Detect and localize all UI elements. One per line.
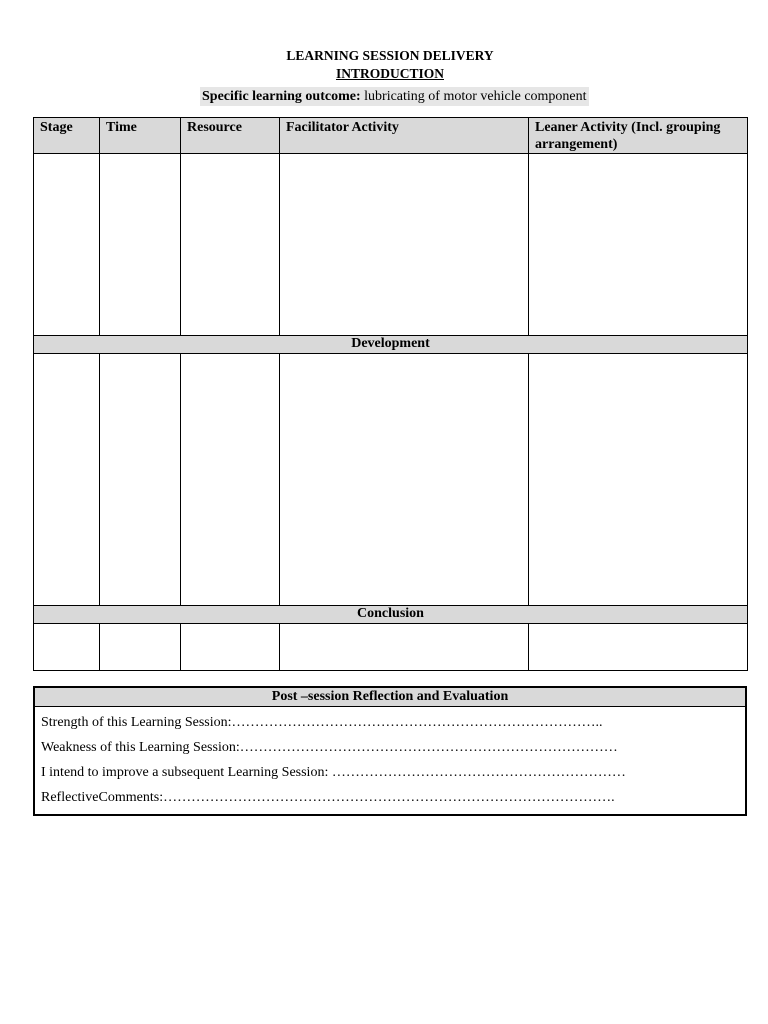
cell-time[interactable]: [100, 154, 181, 336]
learning-outcome-label: Specific learning outcome:: [202, 89, 361, 104]
section-row-conclusion: [34, 606, 748, 624]
column-header-stage: Stage: [34, 118, 100, 154]
cell-stage[interactable]: [34, 354, 100, 606]
column-header-leaner-activity: Leaner Activity (Incl. grouping arrangement): [529, 118, 748, 154]
cell-stage[interactable]: [34, 624, 100, 671]
reflection-title: Post –session Reflection and Evaluation: [34, 687, 746, 706]
table-row-conclusion: [34, 624, 748, 671]
cell-resource[interactable]: [181, 354, 280, 606]
column-header-resource: Resource: [181, 118, 280, 154]
cell-facilitator-activity[interactable]: [280, 624, 529, 671]
cell-leaner-activity[interactable]: [529, 624, 748, 671]
reflection-line-improve[interactable]: I intend to improve a subsequent Learning Session: ………………………………………………………: [41, 764, 626, 780]
reflection-table: [33, 686, 747, 816]
cell-time[interactable]: [100, 624, 181, 671]
reflection-line-weakness[interactable]: Weakness of this Learning Session:………………………………………………………………………: [41, 739, 618, 755]
reflection-body: [34, 706, 746, 815]
learning-outcome: [200, 87, 589, 106]
reflection-line-comments[interactable]: ReflectiveComments:…………………………………………………………………………………….: [41, 789, 615, 805]
reflection-line-strength[interactable]: Strength of this Learning Session:……………………………………………………………………..: [41, 714, 603, 730]
cell-resource[interactable]: [181, 624, 280, 671]
cell-facilitator-activity[interactable]: [280, 354, 529, 606]
column-header-facilitator-activity: Facilitator Activity: [280, 118, 529, 154]
session-plan-table: [33, 117, 748, 671]
document-title: LEARNING SESSION DELIVERY: [286, 48, 494, 63]
cell-resource[interactable]: [181, 154, 280, 336]
learning-outcome-value: lubricating of motor vehicle component: [360, 89, 587, 104]
document-subtitle: INTRODUCTION: [335, 66, 444, 81]
cell-stage[interactable]: [34, 154, 100, 336]
cell-leaner-activity[interactable]: [529, 154, 748, 336]
section-heading-conclusion: Conclusion: [34, 606, 748, 624]
section-heading-development: Development: [34, 336, 748, 354]
table-header-row: [34, 118, 748, 154]
table-row-introduction: [34, 154, 748, 336]
section-row-development: [34, 336, 748, 354]
table-row-development: [34, 354, 748, 606]
column-header-time: Time: [100, 118, 181, 154]
cell-facilitator-activity[interactable]: [280, 154, 529, 336]
cell-time[interactable]: [100, 354, 181, 606]
cell-leaner-activity[interactable]: [529, 354, 748, 606]
